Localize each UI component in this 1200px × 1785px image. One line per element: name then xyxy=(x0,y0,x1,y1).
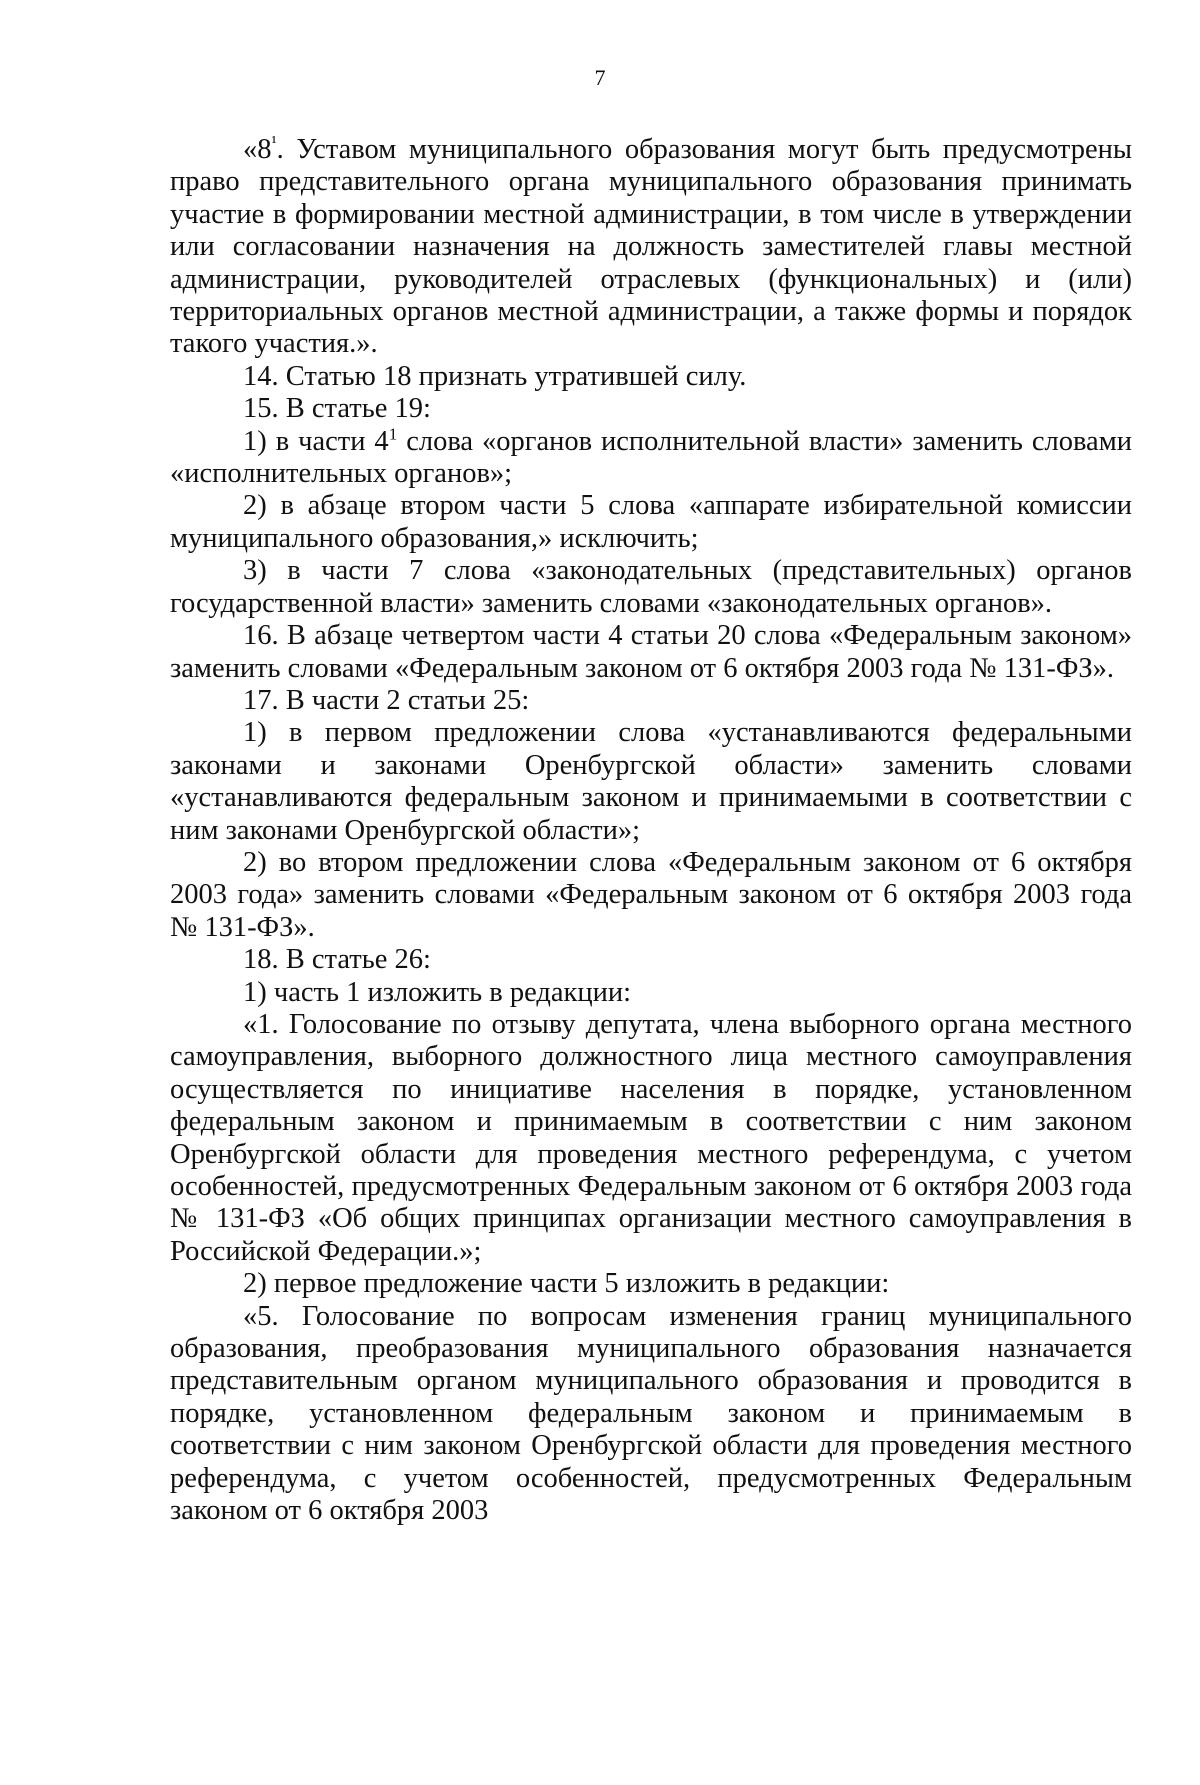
paragraph-item-15-2: 2) в абзаце втором части 5 слова «аппарате избирательной комиссии муниципального образования,» исключить; xyxy=(170,490,1132,554)
paragraph-8-1 xyxy=(170,134,1132,361)
paragraph-item-18-1-quote: «1. Голосование по отзыву депутата, члена выборного органа местного самоуправления, выборного должностного лица местного самоуправления осуществляется по инициативе населения в порядке, установленном федеральным законом и принимаемым в соответствии с ним законом Оренбургской области для проведения местного референдума, с учетом особенностей, предусмотренных Федеральным законом от 6 октября 2003 года № 131-ФЗ «Об общих принципах организации местного самоуправления в Российской Федерации.»; xyxy=(170,1008,1132,1267)
paragraph-item-18-2: 2) первое предложение части 5 изложить в редакции: xyxy=(243,1268,890,1300)
paragraph-item-15-1 xyxy=(170,426,1132,491)
paragraph-item-16: 16. В абзаце четвертом части 4 статьи 20 слова «Федеральным законом» заменить словами «Федеральным законом от 6 октября 2003 года № 131-ФЗ». xyxy=(170,620,1132,684)
paragraph-item-17-2: 2) во втором предложении слова «Федеральным законом от 6 октября 2003 года» заменить словами «Федеральным законом от 6 октября 2003 года № 131-ФЗ». xyxy=(170,846,1132,943)
paragraph-item-18-1: 1) часть 1 изложить в редакции: xyxy=(243,976,632,1008)
paragraph-item-18: 18. В статье 26: xyxy=(243,944,431,976)
paragraph-8-1-text: . Уставом муниципального образования могут быть предусмотрены право представительного органа муниципального образования принимать участие в формировании местной администрации, в том числе в утверждении или согласовании назначения на должность заместителей главы местной администрации, руководителей отраслевых (функциональных) и (или) территориальных органов местной администрации, а также формы и порядок такого участия.». xyxy=(170,134,1132,360)
superscript-1: 1 xyxy=(388,424,398,444)
document-body xyxy=(170,134,1132,1527)
paragraph-item-18-2-quote: «5. Голосование по вопросам изменения границ муниципального образования, преобразования муниципального образования назначается представительным органом муниципального образования и проводится в порядке, установленном федеральным законом и принимаемым в соответствии с ним законом Оренбургской области для проведения местного референдума, с учетом особенностей, предусмотренных Федеральным законом от 6 октября 2003 xyxy=(170,1300,1132,1527)
paragraph-8-1-open: «8 xyxy=(243,134,272,165)
superscript-1: ¹ xyxy=(271,132,277,152)
item-15-1-text: слова «органов исполнительной власти» заменить словами «исполнительных органов»; xyxy=(170,425,1132,490)
paragraph-item-15: 15. В статье 19: xyxy=(243,393,431,425)
item-15-1-lead: 1) в части 4 xyxy=(243,425,389,457)
paragraph-item-17: 17. В части 2 статьи 25: xyxy=(243,684,530,716)
paragraph-item-14: 14. Статью 18 признать утратившей силу. xyxy=(243,360,747,392)
page-number: 7 xyxy=(594,65,606,90)
paragraph-item-15-3: 3) в части 7 слова «законодательных (представительных) органов государственной власти» заменить словами «законодательных органов». xyxy=(170,555,1132,619)
paragraph-item-17-1: 1) в первом предложении слова «устанавливаются федеральными законами и законами Оренбургской области» заменить словами «устанавливаются федеральным законом и принимаемыми в соответствии с ним законами Оренбургской области»; xyxy=(170,717,1132,846)
